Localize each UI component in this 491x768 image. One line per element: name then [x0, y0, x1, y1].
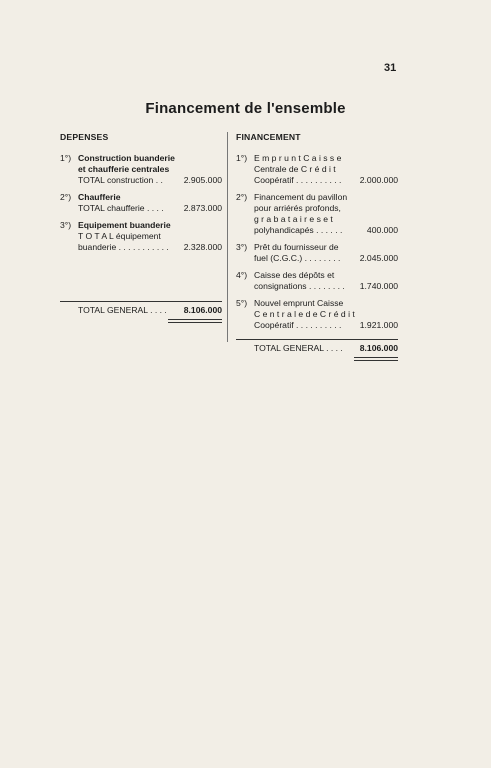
total-amount: 8.106.000	[183, 305, 222, 315]
item-amount: 1.921.000	[359, 320, 398, 330]
page-title: Financement de l'ensemble	[145, 100, 346, 117]
total-rule-double	[354, 357, 398, 361]
item-detail: TOTAL chaufferie . . . .	[78, 203, 164, 213]
financement-item-5	[236, 298, 398, 331]
total-label: TOTAL GENERAL . . . .	[78, 305, 167, 315]
item-text: Prêt du fournisseur de	[254, 242, 339, 252]
depenses-column	[60, 132, 222, 323]
item-number: 1°)	[60, 153, 72, 163]
item-amount: 1.740.000	[359, 281, 398, 291]
item-number: 2°)	[60, 192, 72, 202]
item-text: Coopératif . . . . . . . . . .	[254, 175, 342, 185]
financement-item-1	[236, 153, 398, 186]
item-detail: TOTAL construction . .	[78, 175, 163, 185]
item-number: 3°)	[60, 220, 72, 230]
item-amount: 2.000.000	[359, 175, 398, 185]
financement-item-3	[236, 242, 398, 264]
item-amount: 2.045.000	[359, 253, 398, 263]
item-text: consignations . . . . . . . .	[254, 281, 345, 291]
item-amount: 2.905.000	[183, 175, 222, 185]
item-text: Nouvel emprunt Caisse	[254, 298, 344, 308]
item-text: E m p r u n t C a i s s e	[254, 153, 342, 163]
total-amount: 8.106.000	[359, 343, 398, 353]
item-detail: buanderie . . . . . . . . . . .	[78, 242, 169, 252]
depense-item-1	[60, 153, 222, 186]
item-text: fuel (C.G.C.) . . . . . . . .	[254, 253, 341, 263]
item-title: et chaufferie centrales	[78, 164, 170, 174]
item-detail: T O T A L équipement	[78, 231, 161, 241]
item-amount: 2.873.000	[183, 203, 222, 213]
depenses-heading: DEPENSES	[60, 132, 109, 142]
financement-heading: FINANCEMENT	[236, 132, 301, 142]
item-amount: 400.000	[366, 225, 398, 235]
item-number: 2°)	[236, 192, 248, 202]
item-text: g r a b a t a i r e s e t	[254, 214, 333, 224]
depense-item-2	[60, 192, 222, 214]
column-divider	[227, 132, 228, 342]
item-text: Coopératif . . . . . . . . . .	[254, 320, 342, 330]
item-number: 1°)	[236, 153, 248, 163]
page-number: 31	[384, 62, 397, 74]
total-rule-double	[168, 319, 222, 323]
item-text: pour arriérés profonds,	[254, 203, 341, 213]
financement-item-4	[236, 270, 398, 292]
item-title: Equipement buanderie	[78, 220, 171, 230]
item-number: 5°)	[236, 298, 248, 308]
total-label: TOTAL GENERAL . . . .	[254, 343, 343, 353]
depense-item-3	[60, 220, 222, 253]
item-amount: 2.328.000	[183, 242, 222, 252]
financement-item-2	[236, 192, 398, 236]
financement-column	[236, 132, 398, 361]
item-text: Caisse des dépôts et	[254, 270, 335, 280]
depenses-total	[60, 301, 222, 323]
item-text: Financement du pavillon	[254, 192, 348, 202]
item-title: Construction buanderie	[78, 153, 175, 163]
item-number: 4°)	[236, 270, 248, 280]
item-number: 3°)	[236, 242, 248, 252]
item-title: Chaufferie	[78, 192, 121, 202]
item-text: C e n t r a l e d e C r é d i t	[254, 309, 355, 319]
item-text: Centrale de C r é d i t	[254, 164, 336, 174]
item-text: polyhandicapés . . . . . .	[254, 225, 343, 235]
financement-total	[236, 339, 398, 361]
